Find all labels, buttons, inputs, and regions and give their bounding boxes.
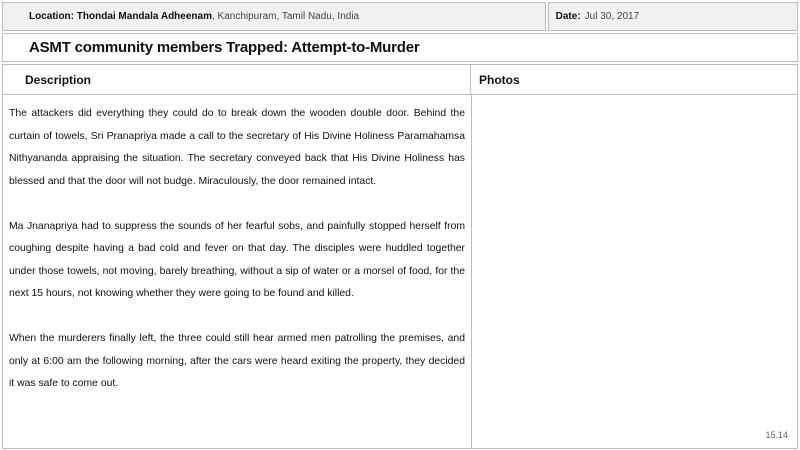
column-header-description: Description — [3, 65, 471, 94]
description-paragraph: When the murderers finally left, the three could still hear armed men patrolling the premises, and only at 6:00 am the following morning, after the cars were heard exiting the property, they decided it was safe to come out. — [9, 333, 465, 389]
description-paragraph: The attackers did everything they could do to break down the wooden double door. Behind the curtain of towels, Sri Pranapriya made a call to the secretary of His Divine Holiness Paramahamsa Nithyananda appraising the situation. The secretary conveyed back that His Divine Holiness has blessed and that the door will not budge. Miraculously, the door remained intact. — [9, 108, 465, 187]
title-bar — [2, 33, 798, 62]
description-paragraph: Ma Jnanapriya had to suppress the sounds of her fearful sobs, and painfully stopped herself from coughing despite having a bad cold and fever on that day. The disciples were huddled together under those towels, not moving, barely breathing, without a sip of water or a morsel of food, for the next 15 hours, not knowing whether they were going to be found and killed. — [9, 220, 465, 299]
content-table — [2, 64, 798, 449]
column-divider — [471, 95, 472, 448]
location-label: Location: Thondai Mandala Adheenam — [29, 11, 212, 22]
date-cell — [548, 2, 798, 31]
info-header — [2, 2, 798, 31]
page-title: ASMT community members Trapped: Attempt-to-Murder — [29, 39, 420, 56]
description-body — [9, 103, 465, 396]
column-header-photos: Photos — [479, 72, 520, 87]
date-value: Jul 30, 2017 — [584, 11, 640, 22]
table-header — [3, 65, 797, 95]
location-cell — [2, 2, 546, 31]
page-number: 15.14 — [765, 430, 788, 440]
date-label: Date: — [555, 11, 581, 22]
location-value: , Kanchipuram, Tamil Nadu, India — [211, 11, 360, 22]
